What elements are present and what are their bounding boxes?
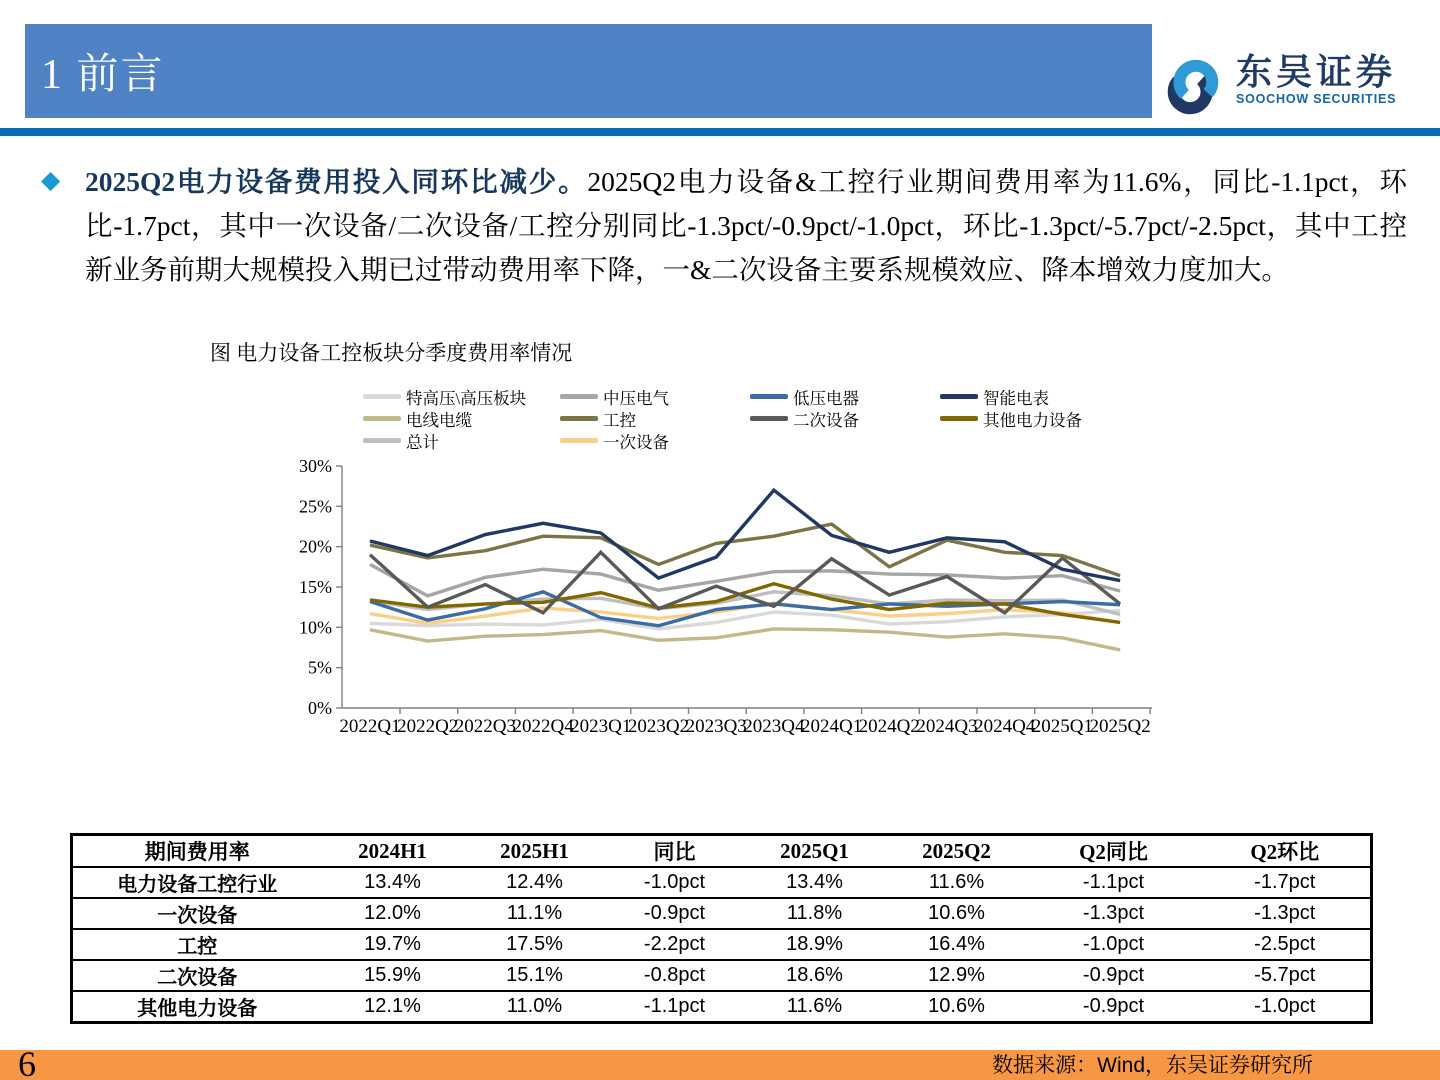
y-axis-tick-label: 20%: [299, 536, 332, 557]
table-row-label: 工控: [72, 929, 322, 960]
legend-swatch: [363, 394, 401, 399]
soochow-logo-icon: [1158, 52, 1228, 127]
x-axis-tick-label: 2022Q4: [512, 716, 574, 737]
x-axis-tick-label: 2025Q2: [1089, 716, 1151, 737]
table-cell: -0.9pct: [1028, 991, 1200, 1023]
legend-label: 特高压\高压板块: [406, 388, 527, 408]
y-axis-tick-label: 30%: [299, 456, 332, 476]
table-cell: 13.4%: [744, 867, 886, 898]
table-header-cell: Q2环比: [1200, 835, 1372, 868]
legend-item: [940, 388, 1170, 408]
x-axis-tick-label: 2022Q1: [339, 716, 401, 737]
table-cell: 12.9%: [886, 960, 1028, 991]
legend-item: [560, 388, 750, 408]
table-cell: -1.0pct: [606, 867, 744, 898]
page-number: 6: [18, 1044, 36, 1080]
legend-item: [750, 388, 940, 408]
y-axis-tick-label: 25%: [299, 496, 332, 517]
legend-item: [560, 410, 750, 430]
legend-swatch: [750, 394, 788, 399]
x-axis-tick-label: 2024Q1: [800, 716, 863, 737]
legend-swatch: [940, 416, 978, 421]
legend-label: 电线电缆: [406, 410, 472, 430]
x-axis-tick-label: 2023Q2: [627, 716, 690, 737]
table-row: [72, 898, 1372, 929]
table-cell: -1.0pct: [1028, 929, 1200, 960]
table-cell: 17.5%: [464, 929, 606, 960]
table-cell: -5.7pct: [1200, 960, 1372, 991]
table-cell: -1.7pct: [1200, 867, 1372, 898]
legend-swatch: [560, 416, 598, 421]
table-row: [72, 929, 1372, 960]
legend-label: 工控: [603, 410, 636, 430]
bullet-paragraph: [85, 160, 1407, 292]
expense-ratio-table: [70, 833, 1373, 1024]
legend-item: [560, 432, 750, 452]
bullet-body: 2025Q2电力设备&工控行业期间费用率为11.6%，同比-1.1pct，环比-1.7pct，其中一次设备/二次设备/工控分别同比-1.3pct/-0.9pct/-1.0pct，环比-1.3pct/-5.7pct/-2.5pct，其中工控新业务前期大规模投入期已过带动费用率下降，一&二次设备主要系规模效应、降本增效力度加大。: [85, 166, 1407, 285]
table-cell: 12.1%: [322, 991, 464, 1023]
data-source-note: 数据来源：Wind，东吴证券研究所: [992, 1054, 1313, 1077]
table-cell: 11.6%: [744, 991, 886, 1023]
table-cell: -1.1pct: [606, 991, 744, 1023]
series-line: [370, 629, 1120, 650]
table-cell: 11.6%: [886, 867, 1028, 898]
chart-title: 图 电力设备工控板块分季度费用率情况: [210, 341, 573, 365]
legend-item: [363, 432, 560, 452]
logo-name-en: SOOCHOW SECURITIES: [1236, 92, 1397, 106]
x-axis-tick-label: 2022Q2: [397, 716, 459, 737]
table-cell: 10.6%: [886, 898, 1028, 929]
table-row: [72, 960, 1372, 991]
table-row: [72, 867, 1372, 898]
table-cell: 13.4%: [322, 867, 464, 898]
table-row-label: 其他电力设备: [72, 991, 322, 1023]
series-line: [370, 490, 1120, 580]
table-cell: -0.9pct: [1028, 960, 1200, 991]
bullet-lead: 2025Q2电力设备费用投入同环比减少。: [85, 166, 588, 197]
table-header-row: [72, 835, 1372, 868]
legend-label: 低压电器: [793, 388, 859, 408]
legend-swatch: [940, 394, 978, 399]
logo-name-cn: 东吴证券: [1236, 52, 1397, 92]
table-cell: 18.6%: [744, 960, 886, 991]
legend-label: 二次设备: [793, 410, 859, 430]
table-cell: 15.9%: [322, 960, 464, 991]
table-header-cell: Q2同比: [1028, 835, 1200, 868]
x-axis-tick-label: 2023Q4: [743, 716, 805, 737]
table-cell: -0.9pct: [606, 898, 744, 929]
table-row-label: 二次设备: [72, 960, 322, 991]
table-cell: -0.8pct: [606, 960, 744, 991]
page-title: 1 前言: [41, 52, 165, 98]
table-cell: 12.4%: [464, 867, 606, 898]
legend-item: [363, 388, 560, 408]
x-axis-tick-label: 2023Q3: [685, 716, 747, 737]
y-axis-tick-label: 15%: [299, 577, 332, 597]
series-line: [370, 524, 1120, 576]
table-cell: -1.3pct: [1200, 898, 1372, 929]
table-row-label: 电力设备工控行业: [72, 867, 322, 898]
legend-item: [940, 410, 1170, 430]
table-row-label: 一次设备: [72, 898, 322, 929]
legend-swatch: [560, 438, 598, 443]
table-cell: -2.2pct: [606, 929, 744, 960]
table-header-cell: 2025Q1: [744, 835, 886, 868]
table-cell: 11.8%: [744, 898, 886, 929]
series-line: [370, 610, 1120, 629]
y-axis-tick-label: 10%: [299, 617, 332, 638]
table-cell: 19.7%: [322, 929, 464, 960]
table-cell: 11.1%: [464, 898, 606, 929]
x-axis-tick-label: 2024Q3: [916, 716, 978, 737]
x-axis-tick-label: 2025Q1: [1031, 716, 1094, 737]
header-divider: [0, 128, 1440, 136]
table-cell: 12.0%: [322, 898, 464, 929]
soochow-securities-logo: [1158, 52, 1396, 127]
legend-item: [363, 410, 560, 430]
table-header-cell: 同比: [606, 835, 744, 868]
legend-swatch: [363, 416, 401, 421]
x-axis-tick-label: 2024Q4: [974, 716, 1036, 737]
chart-legend: [363, 388, 1170, 452]
table-header-cell: 2025Q2: [886, 835, 1028, 868]
table-header-cell: 2024H1: [322, 835, 464, 868]
table-cell: -1.3pct: [1028, 898, 1200, 929]
y-axis-tick-label: 0%: [308, 698, 332, 718]
table-cell: -1.0pct: [1200, 991, 1372, 1023]
section-header-bar: [25, 24, 1152, 118]
legend-label: 总计: [406, 432, 439, 452]
legend-swatch: [750, 416, 788, 421]
x-axis-tick-label: 2023Q1: [570, 716, 632, 737]
table-header-cell: 2025H1: [464, 835, 606, 868]
legend-label: 中压电气: [603, 388, 669, 408]
x-axis-tick-label: 2024Q2: [858, 716, 920, 737]
table-cell: 16.4%: [886, 929, 1028, 960]
legend-swatch: [560, 394, 598, 399]
table-cell: 11.0%: [464, 991, 606, 1023]
table-row: [72, 991, 1372, 1023]
bullet-diamond-icon: ◆: [41, 167, 61, 194]
legend-label: 其他电力设备: [983, 410, 1082, 430]
table-header-cell: 期间费用率: [72, 835, 322, 868]
table-cell: -2.5pct: [1200, 929, 1372, 960]
logo-text: [1236, 52, 1396, 106]
table-cell: 10.6%: [886, 991, 1028, 1023]
x-axis-tick-label: 2022Q3: [454, 716, 517, 737]
table-cell: -1.1pct: [1028, 867, 1200, 898]
y-axis-tick-label: 5%: [308, 657, 332, 678]
legend-swatch: [363, 438, 401, 443]
legend-label: 智能电表: [983, 388, 1049, 408]
table-cell: 18.9%: [744, 929, 886, 960]
quarterly-expense-ratio-chart: [290, 455, 1170, 755]
legend-item: [750, 410, 940, 430]
legend-label: 一次设备: [603, 432, 669, 452]
table-cell: 15.1%: [464, 960, 606, 991]
